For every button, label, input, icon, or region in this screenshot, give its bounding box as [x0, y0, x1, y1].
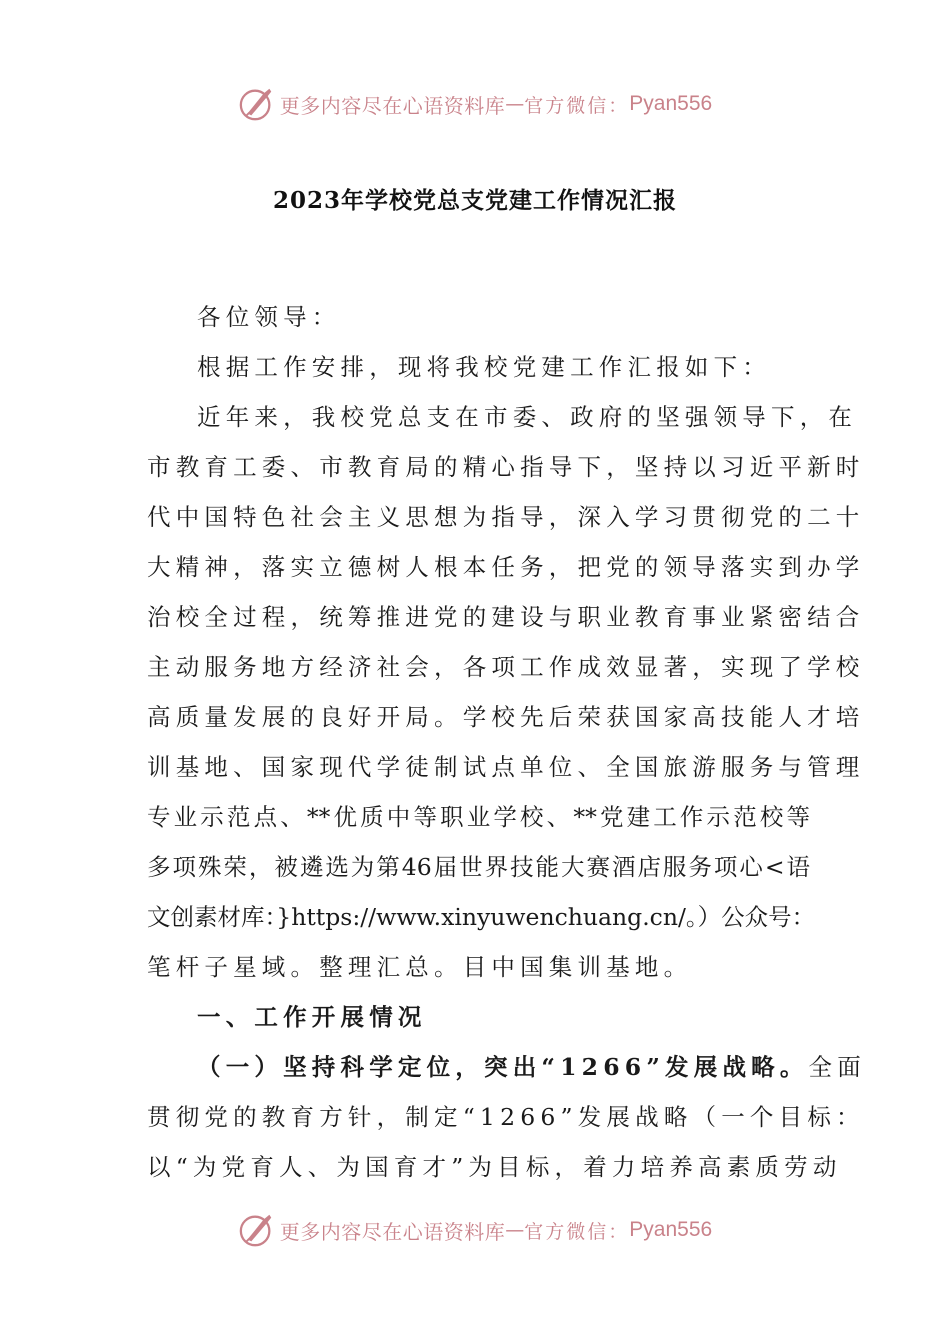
subsection-heading-line	[147, 1042, 866, 1092]
document-title: 2023年学校党总支党建工作情况汇报	[272, 187, 677, 214]
paragraph-line: 代中国特色社会主义思想为指导，深入学习贯彻党的二十	[147, 503, 865, 531]
paragraph-line: 专业示范点、**优质中等职业学校、**党建工作示范校等	[147, 803, 810, 831]
document-body	[147, 292, 866, 1192]
section-heading-1: 一、工作开展情况	[197, 1003, 427, 1031]
paragraph-line: 主动服务地方经济社会，各项工作成效显著，实现了学校	[147, 653, 865, 681]
watermark-banner-top	[0, 82, 950, 126]
watermark-wechat-id: Pyan556	[629, 1218, 713, 1241]
paragraph-line: 多项殊荣，被遴选为第46届世界技能大赛酒店服务项心<语	[147, 853, 810, 881]
paragraph-line: 市教育工委、市教育局的精心指导下，坚持以习近平新时	[147, 453, 865, 481]
watermark-dash: —	[505, 1219, 525, 1241]
paragraph-line: 近年来，我校党总支在市委、政府的坚强领导下，在	[197, 403, 858, 431]
intro-line: 根据工作安排，现将我校党建工作汇报如下：	[197, 353, 771, 381]
paragraph-line: 以“为党育人、为国育才”为目标，着力培养高素质劳动	[147, 1153, 842, 1181]
paragraph-line: 贯彻党的教育方针，制定“1266”发展战略（一个目标：	[147, 1103, 865, 1131]
watermark-dash: —	[505, 93, 525, 115]
paragraph-line: 治校全过程，统筹推进党的建设与职业教育事业紧密结合	[147, 603, 865, 631]
salutation: 各位领导：	[197, 303, 341, 331]
watermark-wechat-label: 官方微信：	[524, 94, 630, 117]
paragraph-line: 笔杆子星域。整理汇总。目中国集训基地。	[147, 953, 693, 981]
watermark-wechat-label: 官方微信：	[524, 1220, 630, 1243]
paragraph-1	[147, 392, 865, 992]
paragraph-line: 高质量发展的良好开局。学校先后荣获国家高技能人才培	[147, 703, 865, 731]
quill-pen-icon	[238, 1211, 276, 1249]
paragraph-line: 大精神，落实立德树人根本任务，把党的领导落实到办学	[147, 553, 865, 581]
watermark-banner-bottom	[0, 1208, 950, 1252]
subsection-heading-rest: 全面	[808, 1053, 866, 1081]
watermark-wechat-id: Pyan556	[629, 92, 713, 115]
watermark-brand-text: 更多内容尽在心语资料库	[279, 1219, 506, 1244]
paragraph-line: 训基地、国家现代学徒制试点单位、全国旅游服务与管理	[147, 753, 865, 781]
paragraph-line: 文创素材库：}https://www.xinyuwenchuang.cn/。）公众号：	[147, 903, 816, 931]
subsection-heading-1: （一）坚持科学定位，突出“1266”发展战略。	[197, 1053, 809, 1081]
quill-pen-icon	[238, 85, 276, 123]
watermark-brand-text: 更多内容尽在心语资料库	[279, 93, 506, 118]
